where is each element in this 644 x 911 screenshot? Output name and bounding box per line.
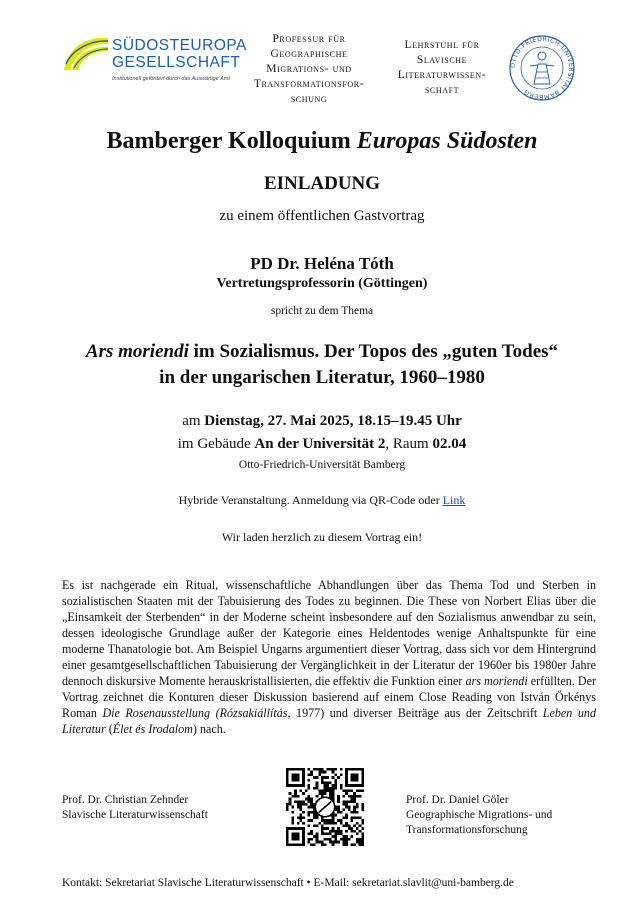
- event-building: An der Universität 2: [254, 436, 386, 452]
- chair-geography-line: Geographische: [270, 48, 348, 60]
- talk-title-line2: in der ungarischen Literatur, 1960–1980: [159, 367, 485, 388]
- soe-logo-line2: GESELLSCHAFT: [112, 54, 241, 71]
- abstract-italic: Leben und Literatur: [62, 706, 596, 736]
- soe-logo-mark-icon: [62, 34, 110, 74]
- signature-left-name: Prof. Dr. Christian Zehnder: [62, 794, 189, 806]
- abstract-text: (: [105, 722, 113, 736]
- topic-intro: spricht zu dem Thema: [270, 305, 374, 317]
- chair-geography-line: Professur für: [272, 33, 346, 45]
- signature-left-dept: Slavische Literaturwissenschaft: [62, 809, 208, 821]
- abstract-text: , 1977) und diverser Beiträge aus der Zeitschrift: [287, 706, 543, 720]
- event-room-prefix: , Raum: [385, 436, 433, 452]
- registration-link[interactable]: Link: [442, 493, 466, 507]
- registration-qr-code[interactable]: [286, 768, 364, 846]
- speaker-role: Vertretungsprofessorin (Göttingen): [216, 276, 428, 291]
- hybrid-text: Hybride Veranstaltung. Anmeldung via QR-Code oder: [178, 493, 443, 507]
- svg-text:OTTO-FRIEDRICH-UNIVERSITÄT BAM: OTTO-FRIEDRICH-UNIVERSITÄT BAMBERG: [509, 35, 575, 101]
- chair-geography-line: Migrations- und: [266, 63, 352, 75]
- soe-logo-line1: SÜDOSTEUROPA: [112, 37, 247, 54]
- invitation-line: Wir laden herzlich zu diesem Vortrag ein!: [221, 530, 423, 544]
- chair-slavic-line: Lehrstuhl für: [404, 39, 480, 51]
- talk-title: [0, 339, 644, 391]
- abstract-text: ) nach.: [192, 722, 226, 736]
- chair-slavic-heading: [392, 38, 492, 98]
- university-name: Otto-Friedrich-Universität Bamberg: [238, 459, 406, 471]
- chair-slavic-line: Literaturwissen-: [397, 69, 487, 81]
- event-place: [0, 436, 644, 453]
- abstract-italic: ars moriendi: [465, 674, 528, 688]
- event-date-value: Dienstag, 27. Mai 2025, 18.15–19.45 Uhr: [204, 413, 462, 429]
- talk-title-italic: Ars moriendi: [85, 341, 189, 362]
- colloquium-title-main: Bamberger Kolloquium: [106, 128, 357, 154]
- abstract-paragraph: [62, 577, 596, 737]
- chair-geography-line: Transformationsfor-: [253, 78, 365, 90]
- colloquium-title: [0, 128, 644, 155]
- soe-logo-subtitle: Institutionell gefördert durch das Auswärtige Amt: [112, 76, 230, 82]
- abstract-text: Es ist nachgerade ein Ritual, wissenschaftliche Abhandlungen über das Thema Tod und Sterben in sozialistischen Staaten mit der Tabuisierung des Todes zu beginnen. Die These von Norbert Elias über die „Einsamkeit der Sterbenden“ in der Moderne scheint insbesondere auf den Sozialismus anwendbar zu sein, dessen ideologische Grundlage außer der Kategorie eines Heldentodes wenige Anhaltspunkte für eine moderne Thanatologie bot. Am Beispiel Ungarns argumentiert dieser Vortrag, dass sich vor dem Hintergrund einer gesamtgesellschaftlichen Tabuisierung der Vergänglichkeit in der Literatur der 1960er bis 1980er Jahre dennoch diskursive Momente herauskristallisierten, die effektiv die Funktion einer: [62, 578, 596, 688]
- signature-right-dept: Geographische Migrations- und: [406, 809, 553, 821]
- suedosteuropa-gesellschaft-logo: [62, 34, 247, 92]
- signature-left: [62, 793, 262, 823]
- chair-geography-heading: [240, 32, 378, 107]
- event-room: 02.04: [432, 436, 467, 452]
- chair-geography-line: schung: [290, 93, 328, 105]
- talk-title-rest: im Sozialismus. Der Topos des „guten Todes“: [188, 341, 559, 362]
- chair-slavic-line: Slavische: [416, 54, 468, 66]
- event-place-prefix: im Gebäude: [177, 436, 255, 452]
- chair-slavic-line: schaft: [424, 84, 460, 96]
- abstract-text: erfüllten. Der Vortrag zeichnet die Konturen dieser Diskussion basierend auf einem Close Reading von István Örkénys Roman: [62, 674, 596, 720]
- guest-lecture-line: zu einem öffentlichen Gastvortrag: [219, 208, 425, 224]
- hybrid-registration-line: [0, 493, 644, 508]
- abstract-italic: Die Rosenausstellung (Rózsakiállítás: [102, 706, 288, 720]
- signature-right-dept: Transformationsforschung: [406, 824, 528, 836]
- event-date-prefix: am: [182, 413, 205, 429]
- abstract-italic: Élet és Irodalom: [112, 722, 193, 736]
- event-date: [0, 413, 644, 430]
- signature-right: [406, 793, 606, 838]
- signature-right-name: Prof. Dr. Daniel Göler: [406, 794, 509, 806]
- university-seal-icon: [508, 34, 576, 102]
- colloquium-title-series: Europas Südosten: [356, 128, 538, 154]
- speaker-name: PD Dr. Heléna Tóth: [250, 254, 394, 273]
- einladung-heading: EINLADUNG: [263, 173, 381, 194]
- contact-line: Kontakt: Sekretariat Slavische Literaturwissenschaft • E-Mail: sekretariat.slavlit@uni-bamberg.de: [62, 877, 514, 889]
